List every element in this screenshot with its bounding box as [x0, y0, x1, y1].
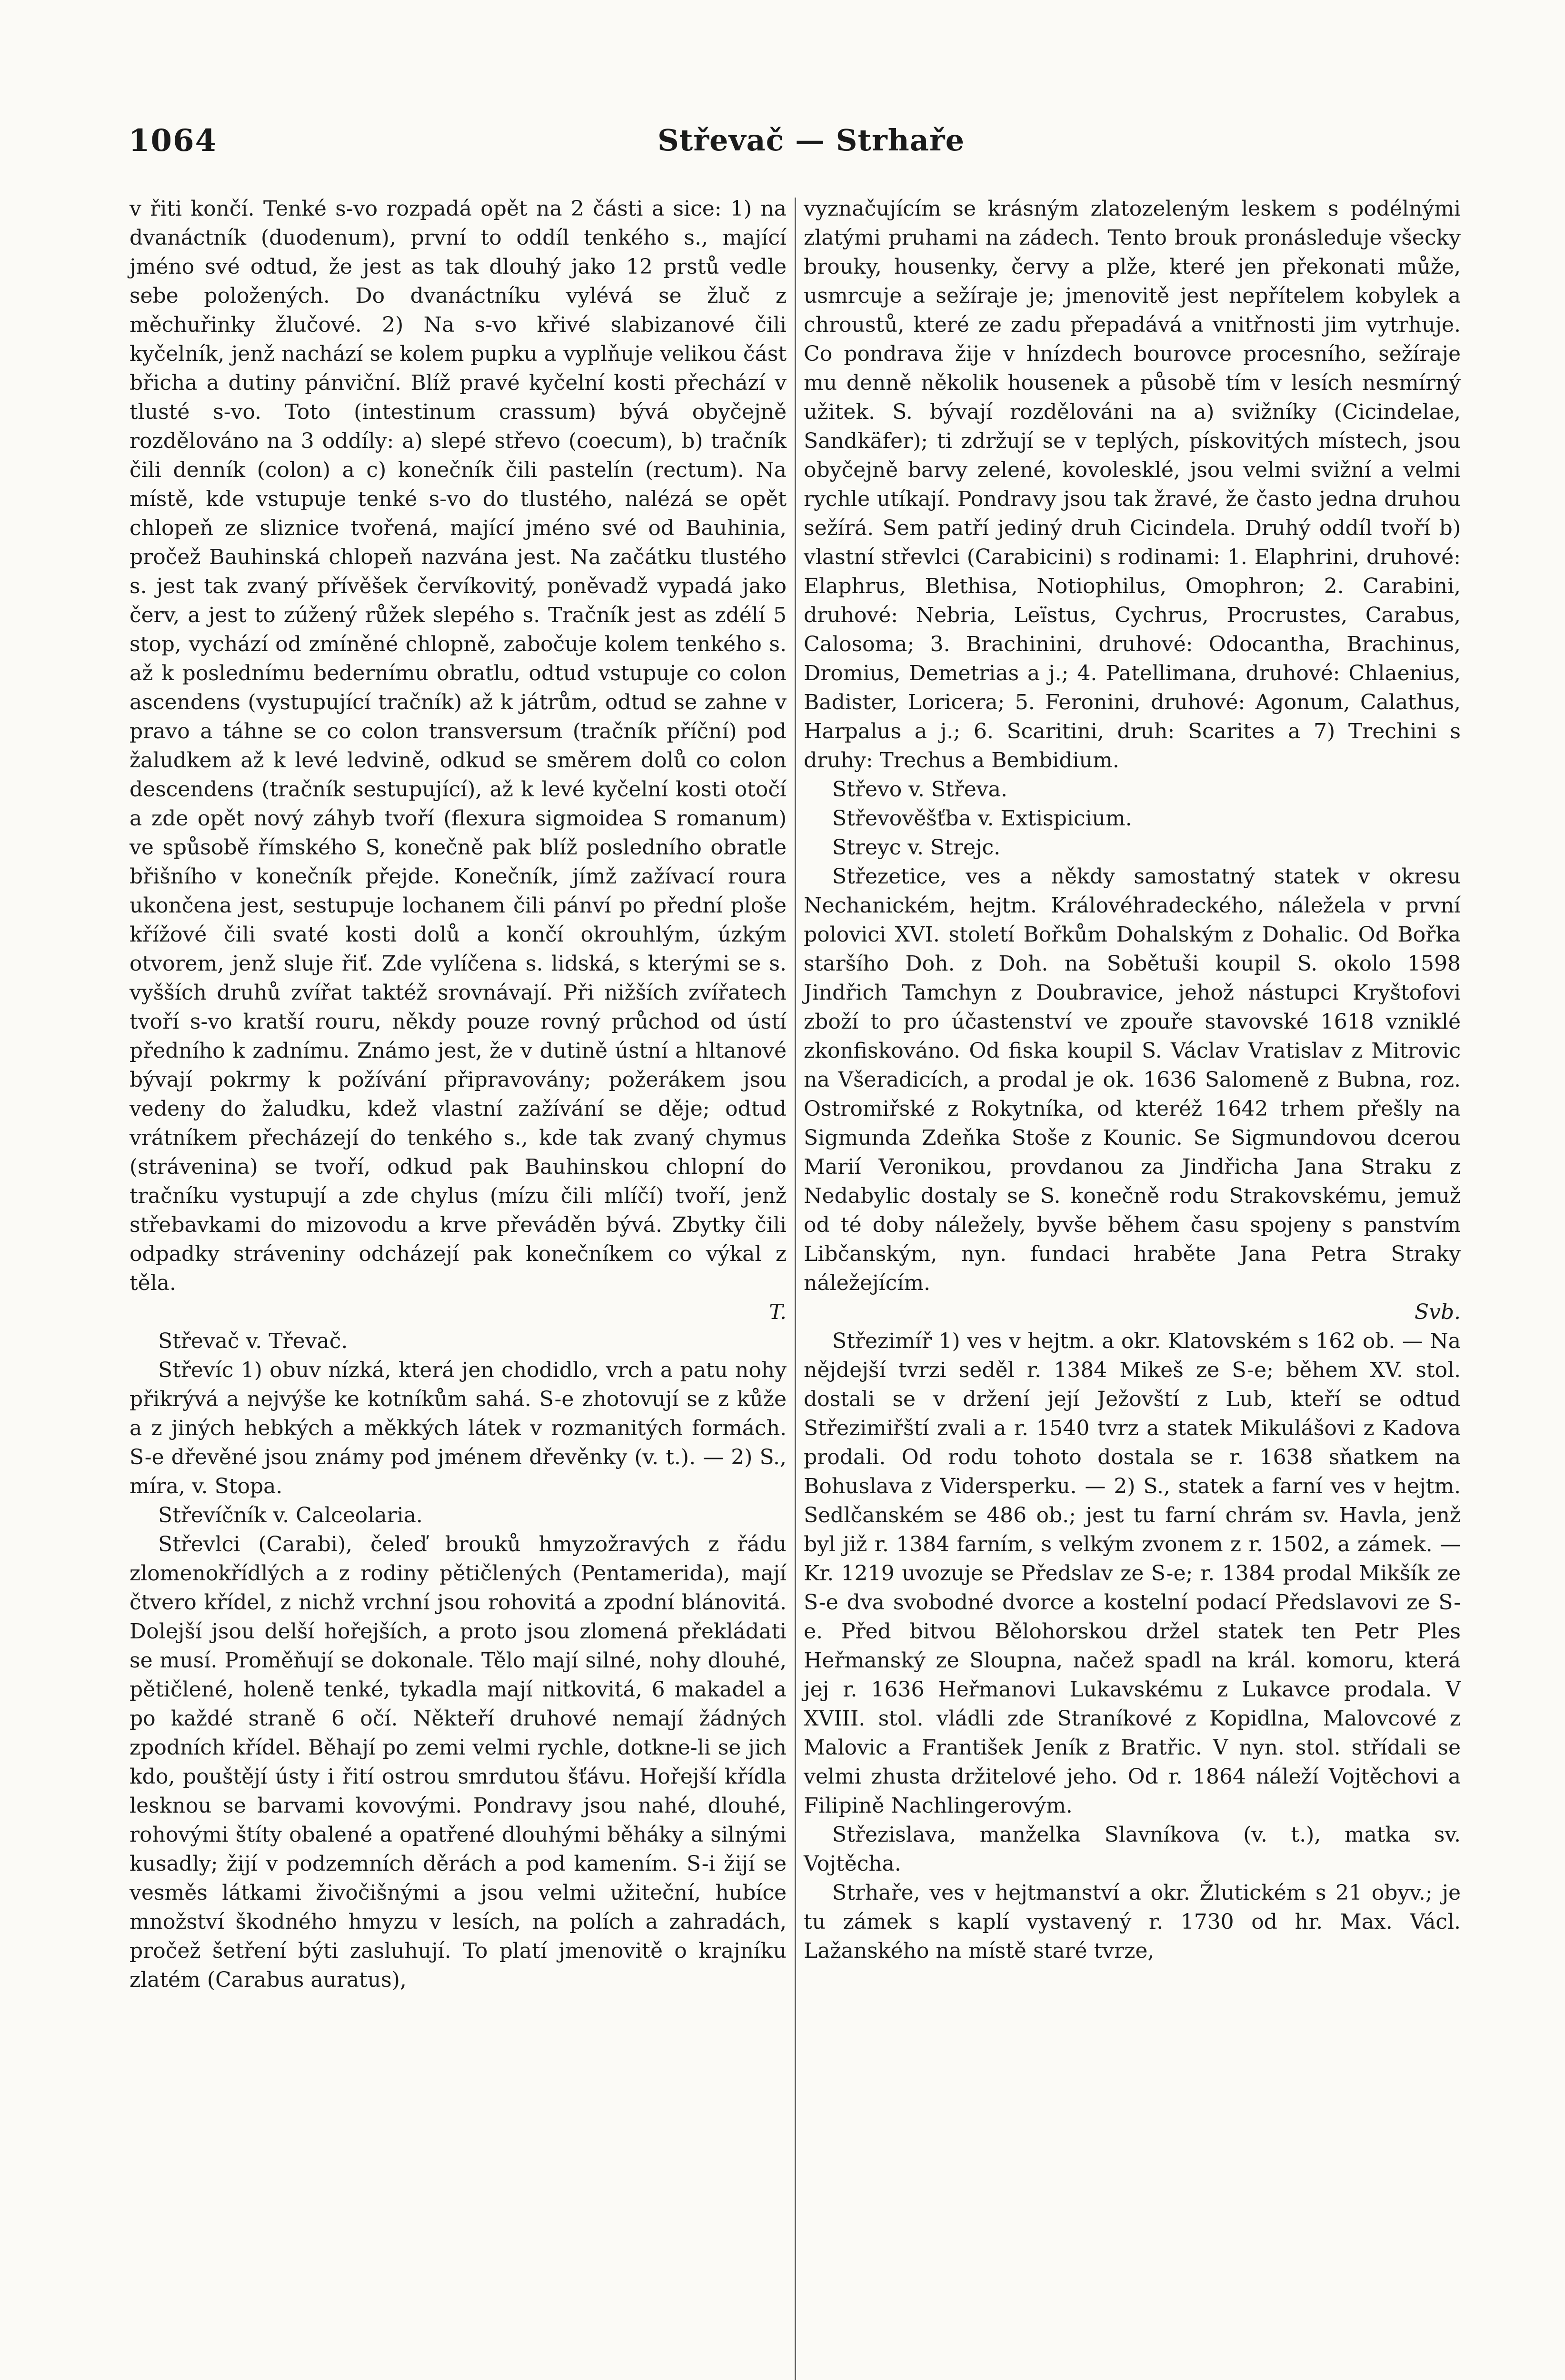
entry-strhare: Strhaře, ves v hejtmanství a okr. Žlutickém s 21 obyv.; je tu zámek s kaplí vystavený r. 1730 od hr. Max. Václ. Lažanského na místě staré tvrze,	[804, 1881, 1461, 1963]
column-divider	[795, 198, 796, 2380]
page-number: 1064	[129, 123, 218, 159]
entry-strevo: Střevo v. Střeva.	[832, 777, 1007, 802]
entry-strezetice: Střezetice, ves a někdy samostatný statek v okresu Nechanickém, hejtm. Královéhradeckého, náležela v první polovici XVI. století Bořkům Dohalským z Dohalic. Od Bořka staršího Doh. z Doh. na Sobětuši koupil S. okolo 1598 Jindřich Tamchyn z Doubravice, jehož nástupci Kryštofovi zboží to pro účastenství ve zpouře stavovské 1618 vzniklé zkonfiskováno. Od fiska koupil S. Václav Vratislav z Mitrovic na Všeradicích, a prodal je ok. 1636 Salomeně z Bubna, roz. Ostromiřské z Rokytníka, od kteréž 1642 trhem přešly na Sigmunda Zdeňka Stoše z Kounic. Se Sigmundovou dcerou Marií Veronikou, provdanou za Jindřicha Jana Straku z Nedabylic dostaly se S. konečně rodu Strakovskému, jemuž od té doby náležely, byvše během času spojeny s panstvím Libčanským, nyn. fundaci hraběte Jana Petra Straky náležejícím.	[804, 864, 1461, 1295]
running-title: Střevač — Strhaře	[657, 123, 965, 158]
entry-streyc: Streyc v. Strejc.	[832, 835, 1001, 860]
entry-strevicnik: Střevíčník v. Calceolaria.	[158, 1503, 423, 1527]
entry-strevovestba: Střevověšťba v. Extispicium.	[832, 806, 1132, 831]
entry-strezislava: Střezislava, manželka Slavníkova (v. t.), matka sv. Vojtěcha.	[804, 1823, 1461, 1876]
page-header	[129, 123, 1494, 166]
author-signature: Svb.	[1414, 1300, 1461, 1324]
right-column	[804, 194, 1461, 1965]
entry-strevlci-continued: vyznačujícím se krásným zlatozeleným leskem s podélnými zlatými pruhami na zádech. Tento brouk pronásleduje všecky brouky, housenky, červy a plže, které jen překonati může, usmrcuje a sežíraje je; jmenovitě jest nepřítelem kobylek a chroustů, které ze zadu přepadává a vnitřnosti jim vytrhuje. Co pondrava žije v hnízdech bourovce procesního, sežíraje mu denně několik housenek a působě tím v lesích nesmírný užitek. S. bývají rozdělováni na a) svižníky (Cicindelae, Sandkäfer); ti zdržují se v teplých, pískovitých místech, jsou obyčejně barvy zelené, kovolesklé, jsou velmi svižní a velmi rychle utíkají. Pondravy jsou tak žravé, že často jedna druhou sežírá. Sem patří jediný druh Cicindela. Druhý oddíl tvoří b) vlastní střevlci (Carabicini) s rodinami: 1. Elaphrini, druhové: Elaphrus, Blethisa, Notiophilus, Omophron; 2. Carabini, druhové: Nebria, Leïstus, Cychrus, Procrustes, Carabus, Calosoma; 3. Brachinini, druhové: Odocantha, Brachinus, Dromius, Demetrias a j.; 4. Patellimana, druhové: Chlaenius, Badister, Loricera; 5. Feronini, druhové: Agonum, Calathus, Harpalus a j.; 6. Scaritini, druh: Scarites a 7) Trechini s druhy: Trechus a Bembidium.	[804, 197, 1461, 773]
entry-streva-continued: v řiti končí. Tenké s-vo rozpadá opět na 2 části a sice: 1) na dvanáctník (duodenum), první to oddíl tenkého s., mající jméno své odtud, že jest as tak dlouhý jako 12 prstů vedle sebe položených. Do dvanáctníku vylévá se žluč z měchuřinky žlučové. 2) Na s-vo křivé slabizanové čili kyčelník, jenž nachází se kolem pupku a vyplňuje velikou část břicha a dutiny pánviční. Blíž pravé kyčelní kosti přechází v tlusté s-vo. Toto (intestinum crassum) bývá obyčejně rozdělováno na 3 oddíly: a) slepé střevo (coecum), b) tračník čili denník (colon) a c) konečník čili pastelín (rectum). Na místě, kde vstupuje tenké s-vo do tlustého, nalézá se opět chlopeň ze sliznice tvořená, mající jméno své od Bauhinia, pročež Bauhinská chlopeň nazvána jest. Na začátku tlustého s. jest tak zvaný přívěšek červíkovitý, poněvadž vypadá jako červ, a jest to zúžený růžek slepého s. Tračník jest as zdélí 5 stop, vychází od zmíněné chlopně, zabočuje kolem tenkého s. až k poslednímu bedernímu obratlu, odtud vstupuje co colon ascendens (vystupující tračník) až k játrům, odtud se zahne v pravo a táhne se co colon transversum (tračník příční) pod žaludkem až k levé ledvině, odkud se směrem dolů co colon descendens (tračník sestupující), až k levé kyčelní kosti otočí a zde opět nový záhyb tvoří (flexura sigmoidea S romanum) ve spůsobě římského S, konečně pak blíž posledního obratle břišního v konečník přejde. Konečník, jímž zažívací roura ukončena jest, sestupuje lochanem čili pánví po přední ploše křížové čili svaté kosti dolů a končí okrouhlým, úzkým otvorem, jenž sluje řiť. Zde vylíčena s. lidská, s kterými se s. vyšších druhů zvířat taktéž srovnávají. Při nižších zvířatech tvoří s-vo kratší rouru, někdy pouze rovný průchod od ústí předního k zadnímu. Známo jest, že v dutině ústní a hltanové bývají pokrmy k požívání připravovány; požerákem jsou vedeny do žaludku, kdež vlastní zažívání se děje; odtud vrátníkem přecházejí do tenkého s., kde tak zvaný chymus (strávenina) se tvoří, odkud pak Bauhinskou chlopní do tračníku vystupují a zde chylus (mízu čili mlíčí) tvoří, jenž střebavkami do mizovodu a krve převáděn bývá. Zbytky čili odpadky stráveniny odcházejí pak konečníkem co výkal z těla.	[130, 197, 787, 1295]
left-column	[130, 194, 787, 1994]
entry-strezimir: Střezimíř 1) ves v hejtm. a okr. Klatovském s 162 ob. — Na nějdejší tvrzi seděl r. 1384 Mikeš ze S-e; během XV. stol. dostali se v držení její Ježovští z Lub, kteří se odtud Střezimiřští zvali a r. 1540 tvrz a statek Mikulášovi z Kadova prodali. Od rodu tohoto dostala se r. 1638 sňatkem na Bohuslava z Vidersperku. — 2) S., statek a farní ves v hejtm. Sedlčanském se 486 ob.; jest tu farní chrám sv. Havla, jenž byl již r. 1384 farním, s velkým zvonem z r. 1502, a zámek. — Kr. 1219 uvozuje se Předslav ze S-e; r. 1384 prodal Mikšík ze S-e dva svobodné dvorce a kostelní podací Předslavovi ze S-e. Před bitvou Bělohorskou držel statek ten Petr Ples Heřmanský ze Sloupna, načež spadl na král. komoru, která jej r. 1636 Heřmanovi Lukavskému z Lukavce prodala. V XVIII. stol. vládli zde Straníkové z Kopidlna, Malovcové z Malovic a František Jeník z Bratřic. V nyn. stol. střídali se velmi zhusta držitelové jeho. Od r. 1864 náleží Vojtěchovi a Filipině Nachlingerovým.	[804, 1329, 1461, 1818]
entry-strevic: Střevíc 1) obuv nízká, která jen chodidlo, vrch a patu nohy přikrývá a nejvýše ke kotníkům sahá. S-e zhotovují se z kůže a z jiných hebkých a měkkých látek v rozmanitých formách. S-e dřevěné jsou známy pod jménem dřevěnky (v. t.). — 2) S., míra, v. Stopa.	[130, 1358, 787, 1498]
author-signature: T.	[769, 1300, 787, 1324]
entry-strevac: Střevač v. Třevač.	[158, 1329, 348, 1353]
entry-strevlci: Střevlci (Carabi), čeleď brouků hmyzožravých z řádu zlomenokřídlých a z rodiny pětičlených (Pentamerida), mají čtvero křídel, z nichž vrchní jsou rohovitá a zpodní blánovitá. Dolejší jsou delší hořejších, a proto jsou zlomená překládati se musí. Proměňují se dokonale. Tělo mají silné, nohy dlouhé, pětičlené, holeně tenké, tykadla mají nitkovitá, 6 makadel a po každé straně 6 očí. Někteří druhové nemají žádných zpodních křídel. Běhají po zemi velmi rychle, dotkne-li se jich kdo, pouštějí ústy i řití ostrou smrdutou šťávu. Hořejší křídla lesknou se barvami kovovými. Pondravy jsou nahé, dlouhé, rohovými štíty obalené a opatřené dlouhými běháky a silnými kusadly; žijí v podzemních děrách a pod kamením. S-i žijí se vesměs látkami živočišnými a jsou velmi užiteční, hubíce množství škodného hmyzu v lesích, na polích a zahradách, pročež šetření býti zasluhují. To platí jmenovitě o krajníku zlatém (Carabus auratus),	[130, 1532, 787, 1992]
